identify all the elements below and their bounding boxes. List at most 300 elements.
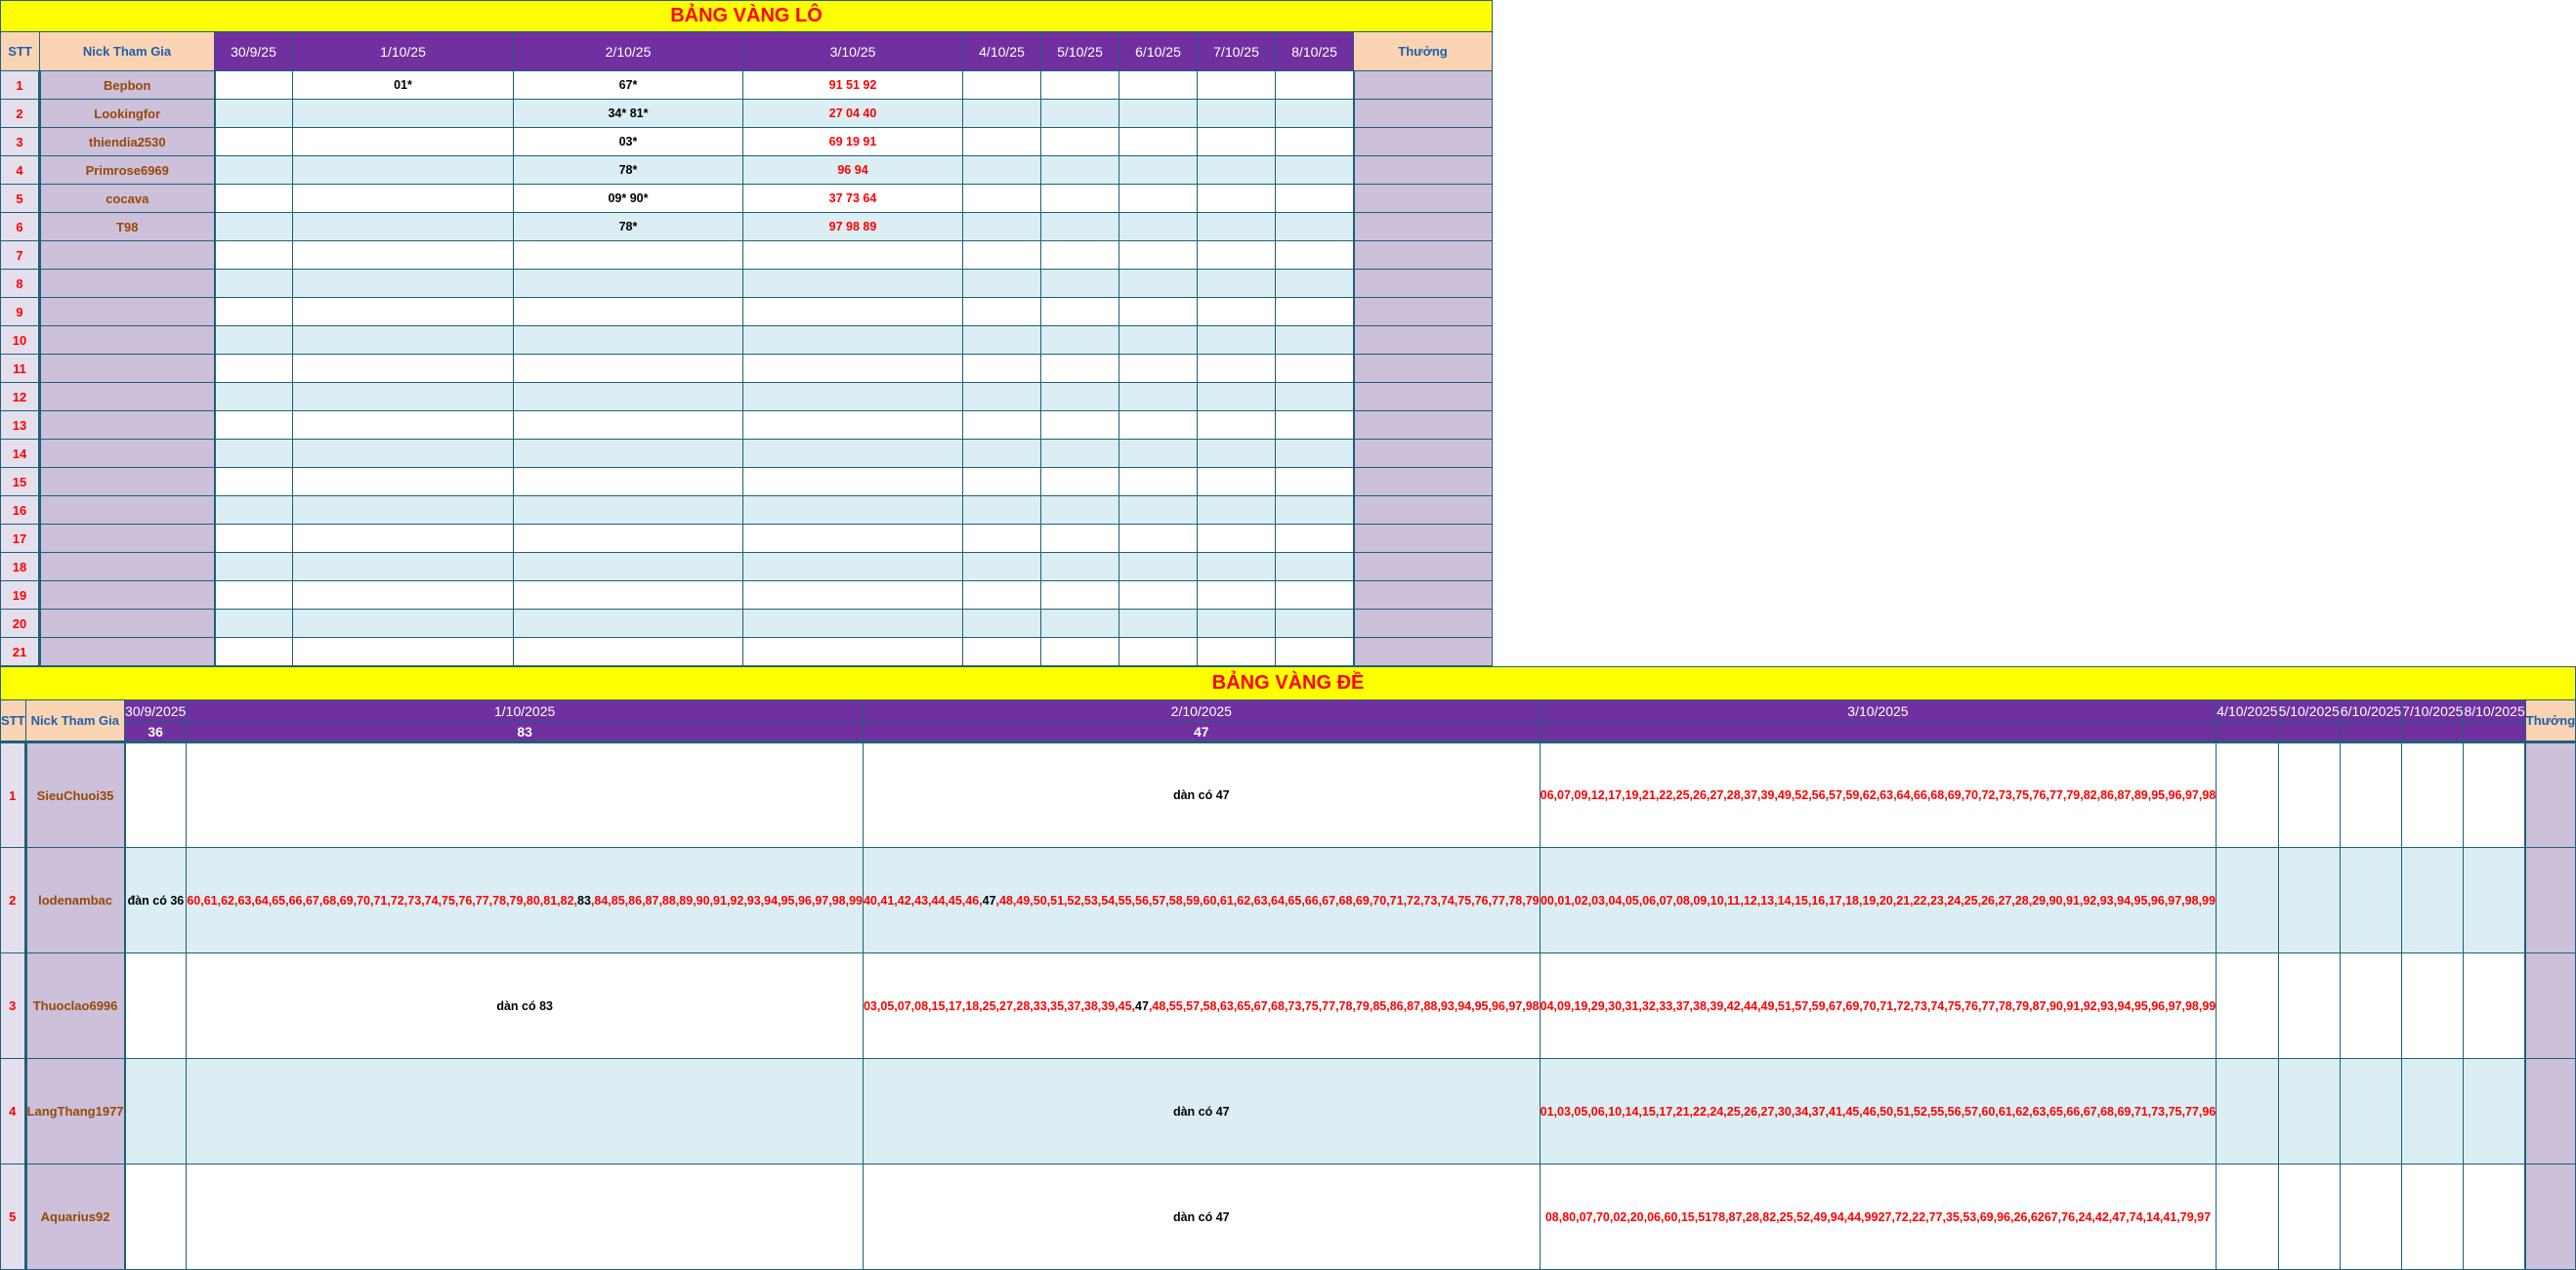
de-day-cell xyxy=(187,953,864,1059)
lo-table-row xyxy=(1,270,1493,298)
lo-day-cell xyxy=(293,326,514,355)
lo-day-cell xyxy=(963,71,1041,100)
de-day-cell xyxy=(2464,953,2525,1059)
lo-day-cell xyxy=(743,241,963,270)
lo-day-cell xyxy=(1276,553,1354,581)
lo-table-row xyxy=(1,213,1493,241)
lo-day-cell xyxy=(1041,610,1119,638)
lo-day-cell xyxy=(963,610,1041,638)
lo-day-cell xyxy=(1119,525,1198,553)
lo-day-cell xyxy=(514,553,743,581)
lo-table-row xyxy=(1,553,1493,581)
lo-day-cell: 01* xyxy=(293,71,514,100)
lo-header-cell: 1/10/25 xyxy=(293,32,514,71)
de-day-cell xyxy=(1540,1059,2217,1164)
lo-reward-cell xyxy=(1354,241,1493,270)
lo-header-cell: 7/10/25 xyxy=(1198,32,1276,71)
number-segment: 33,35,37,38,39,45, xyxy=(1033,998,1136,1013)
de-day-cell xyxy=(125,953,187,1059)
lo-header-cell: 5/10/25 xyxy=(1041,32,1119,71)
lo-header-cell: 8/10/25 xyxy=(1276,32,1354,71)
lo-day-cell xyxy=(1276,326,1354,355)
lo-day-cell xyxy=(293,156,514,185)
de-reward-cell xyxy=(2525,848,2575,953)
de-result-cell xyxy=(2340,722,2401,742)
lo-stt-cell: 6 xyxy=(1,213,40,241)
de-header-cell: STT xyxy=(1,700,26,742)
de-result-cell: 83 xyxy=(187,722,864,742)
lo-day-cell xyxy=(1276,440,1354,468)
de-day-cell xyxy=(2217,742,2278,848)
lo-reward-cell xyxy=(1354,100,1493,128)
de-header-cell: 30/9/2025 xyxy=(125,700,187,722)
lo-day-cell xyxy=(215,496,293,525)
de-day-cell xyxy=(187,742,864,848)
lo-day-cell xyxy=(293,610,514,638)
lo-day-cell xyxy=(1198,525,1276,553)
lo-stt-cell: 15 xyxy=(1,468,40,496)
lo-nick-cell: Lookingfor xyxy=(40,100,215,128)
lo-day-cell xyxy=(1276,525,1354,553)
lo-day-cell xyxy=(1198,610,1276,638)
lo-reward-cell xyxy=(1354,581,1493,610)
number-segment: ,65,66,67,68,69,71,73,75,77,96 xyxy=(2046,1104,2217,1119)
lo-stt-cell: 14 xyxy=(1,440,40,468)
lo-day-cell xyxy=(1276,468,1354,496)
lo-day-cell xyxy=(293,100,514,128)
de-header-cell: 7/10/2025 xyxy=(2402,700,2464,722)
lo-table-row xyxy=(1,298,1493,326)
de-day-cell xyxy=(125,1059,187,1164)
lo-day-cell xyxy=(743,553,963,581)
lo-day-cell xyxy=(293,638,514,666)
lo-day-cell xyxy=(293,213,514,241)
lo-day-cell xyxy=(514,581,743,610)
lo-reward-cell xyxy=(1354,411,1493,440)
lo-day-cell xyxy=(215,270,293,298)
de-header-cell: Nick Tham Gia xyxy=(25,700,124,742)
number-segment: 69,70,72,73,75,76,77,79,82,86,87,89, xyxy=(1947,788,2152,802)
lo-day-cell xyxy=(215,355,293,383)
lo-title: BẢNG VÀNG LÔ xyxy=(1,1,1493,32)
de-day-cell xyxy=(2340,742,2401,848)
lo-nick-cell: cocava xyxy=(40,185,215,213)
lo-day-cell xyxy=(963,525,1041,553)
number-segment: 5,66,67,68,69,70,71,72,73,74,75,76,77, xyxy=(1294,893,1509,908)
lo-day-cell xyxy=(1119,298,1198,326)
lo-nick-cell xyxy=(40,440,215,468)
lo-table-row xyxy=(1,355,1493,383)
number-segment: dàn có 47 xyxy=(1172,1104,1230,1119)
lo-day-cell xyxy=(1198,496,1276,525)
lo-table-row xyxy=(1,326,1493,355)
de-table-row xyxy=(1,848,2576,953)
lo-stt-cell: 21 xyxy=(1,638,40,666)
lo-nick-cell xyxy=(40,468,215,496)
de-header-cell: 8/10/2025 xyxy=(2464,700,2525,722)
lo-reward-cell xyxy=(1354,440,1493,468)
lo-table-row xyxy=(1,468,1493,496)
number-segment: 03,05,07,08,15,17,18,25,27,28, xyxy=(863,998,1034,1013)
lo-day-cell xyxy=(743,581,963,610)
lo-day-cell xyxy=(1198,185,1276,213)
number-segment: 58,63,65,67,68,73,75,77,78,79, xyxy=(1203,998,1373,1013)
lo-header-cell: 6/10/25 xyxy=(1119,32,1198,71)
lo-day-cell xyxy=(743,468,963,496)
lo-day-cell xyxy=(215,553,293,581)
lo-day-cell xyxy=(1276,270,1354,298)
lo-day-cell xyxy=(1198,383,1276,411)
lo-day-cell xyxy=(1198,553,1276,581)
de-results-row xyxy=(1,722,2576,742)
de-result-cell xyxy=(2402,722,2464,742)
de-day-cell xyxy=(2340,1059,2401,1164)
lo-nick-cell xyxy=(40,638,215,666)
lo-day-cell xyxy=(1041,496,1119,525)
lo-day-cell xyxy=(293,525,514,553)
de-result-cell: 47 xyxy=(863,722,1540,742)
lo-day-cell xyxy=(1041,525,1119,553)
de-day-cell xyxy=(187,1059,864,1164)
lo-day-cell xyxy=(963,326,1041,355)
lo-day-cell xyxy=(514,270,743,298)
lo-day-cell xyxy=(1276,185,1354,213)
lo-day-cell xyxy=(963,241,1041,270)
de-stt-cell: 5 xyxy=(1,1164,26,1270)
lo-day-cell: 27 04 40 xyxy=(743,100,963,128)
lo-day-cell xyxy=(514,440,743,468)
lo-day-cell xyxy=(743,440,963,468)
lo-day-cell xyxy=(1041,71,1119,100)
lo-stt-cell: 10 xyxy=(1,326,40,355)
lo-header-cell: Nick Tham Gia xyxy=(40,32,215,71)
de-stt-cell: 1 xyxy=(1,742,26,848)
lo-day-cell xyxy=(1041,298,1119,326)
lo-day-cell xyxy=(293,128,514,156)
lo-stt-cell: 2 xyxy=(1,100,40,128)
lo-day-cell xyxy=(1041,326,1119,355)
lo-day-cell xyxy=(1041,270,1119,298)
lo-day-cell xyxy=(293,241,514,270)
de-day-cell xyxy=(1540,1164,2217,1270)
lo-day-cell xyxy=(1041,355,1119,383)
lo-stt-cell: 17 xyxy=(1,525,40,553)
lo-day-cell xyxy=(1119,241,1198,270)
lo-day-cell xyxy=(215,638,293,666)
lo-reward-cell xyxy=(1354,213,1493,241)
de-day-cell xyxy=(2217,1164,2278,1270)
number-segment: 96,97,98,99 xyxy=(797,893,863,908)
lo-day-cell xyxy=(963,383,1041,411)
lo-day-cell xyxy=(1041,638,1119,666)
lo-day-cell xyxy=(963,581,1041,610)
lo-day-cell xyxy=(1119,411,1198,440)
lo-day-cell xyxy=(514,610,743,638)
lo-reward-cell xyxy=(1354,553,1493,581)
lo-day-cell xyxy=(1198,638,1276,666)
lo-header-row xyxy=(1,32,1493,71)
lo-day-cell xyxy=(1041,100,1119,128)
lo-day-cell: 03* xyxy=(514,128,743,156)
lo-day-cell xyxy=(215,581,293,610)
lo-day-cell xyxy=(1041,383,1119,411)
number-segment: 37,39,49,52,56,57,59,62,63,64,66,68, xyxy=(1744,788,1948,802)
de-header-cell: 2/10/2025 xyxy=(863,700,1540,722)
de-day-cell xyxy=(2340,848,2401,953)
lo-nick-cell xyxy=(40,411,215,440)
de-day-cell xyxy=(863,1059,1540,1164)
lo-table-row xyxy=(1,440,1493,468)
number-segment: 01,03,05,06,10,14,15,17,21,22 xyxy=(1540,1104,1707,1119)
number-segment: 67,76,24,42,47,74,14,41,79,97 xyxy=(2044,1209,2212,1224)
lo-day-cell xyxy=(215,383,293,411)
lo-nick-cell xyxy=(40,610,215,638)
lo-day-cell xyxy=(1276,411,1354,440)
lo-day-cell xyxy=(1041,468,1119,496)
lo-day-cell xyxy=(1119,213,1198,241)
lo-day-cell xyxy=(963,298,1041,326)
de-result-cell xyxy=(2278,722,2340,742)
number-segment: 71,72,73,74,75,76,77,78,79,87, xyxy=(1879,998,2049,1013)
lo-day-cell xyxy=(963,553,1041,581)
lo-reward-cell xyxy=(1354,128,1493,156)
lo-nick-cell xyxy=(40,326,215,355)
lo-day-cell xyxy=(215,156,293,185)
lo-table-row xyxy=(1,128,1493,156)
lo-day-cell xyxy=(514,355,743,383)
lo-stt-cell: 8 xyxy=(1,270,40,298)
lo-day-cell xyxy=(1119,100,1198,128)
lo-nick-cell xyxy=(40,383,215,411)
lo-day-cell xyxy=(1041,581,1119,610)
de-table-row xyxy=(1,1059,2576,1164)
lo-day-cell xyxy=(1276,128,1354,156)
lo-day-cell xyxy=(963,440,1041,468)
de-nick-cell: Aquarius92 xyxy=(25,1164,124,1270)
de-day-cell xyxy=(2464,742,2525,848)
lo-day-cell xyxy=(743,355,963,383)
lo-table-row xyxy=(1,525,1493,553)
de-day-cell xyxy=(2278,848,2340,953)
lo-day-cell xyxy=(1198,270,1276,298)
lo-day-cell xyxy=(1276,610,1354,638)
number-segment: 85,86,87,88,93,94,95,96,97,98 xyxy=(1372,998,1540,1013)
lo-day-cell xyxy=(1119,440,1198,468)
lo-day-cell xyxy=(514,411,743,440)
lo-reward-cell xyxy=(1354,298,1493,326)
de-title: BẢNG VÀNG ĐỀ xyxy=(1,667,2576,700)
lo-day-cell xyxy=(1119,185,1198,213)
lo-day-cell xyxy=(1276,213,1354,241)
lo-reward-cell xyxy=(1354,270,1493,298)
de-table-row xyxy=(1,953,2576,1059)
lo-stt-cell: 20 xyxy=(1,610,40,638)
lo-reward-cell xyxy=(1354,610,1493,638)
number-segment: 47 xyxy=(982,893,996,908)
lo-table-row xyxy=(1,638,1493,666)
de-day-cell xyxy=(2402,953,2464,1059)
lo-day-cell xyxy=(963,270,1041,298)
lo-stt-cell: 13 xyxy=(1,411,40,440)
de-result-cell: 36 xyxy=(125,722,187,742)
lo-day-cell xyxy=(215,610,293,638)
lo-day-cell xyxy=(215,241,293,270)
lo-stt-cell: 9 xyxy=(1,298,40,326)
lo-day-cell xyxy=(1119,326,1198,355)
lo-day-cell xyxy=(514,383,743,411)
number-segment: 78,79 xyxy=(1508,893,1540,908)
number-segment: 90,91,92,93,94,95,96,97,98,99 xyxy=(2048,998,2217,1013)
lo-day-cell xyxy=(293,440,514,468)
lo-day-cell xyxy=(963,213,1041,241)
lo-day-cell xyxy=(1198,213,1276,241)
lo-table-row xyxy=(1,241,1493,270)
lo-day-cell xyxy=(1119,610,1198,638)
de-day-cell xyxy=(2278,953,2340,1059)
de-table xyxy=(0,666,2576,1270)
lo-day-cell xyxy=(963,100,1041,128)
lo-day-cell: 78* xyxy=(514,156,743,185)
number-segment: 27,72,22,77,35,53,69,96,26,62 xyxy=(1878,1209,2045,1224)
lo-day-cell xyxy=(1198,355,1276,383)
de-day-cell xyxy=(863,848,1540,953)
de-result-cell xyxy=(1540,722,2217,742)
lo-table xyxy=(0,0,1493,666)
de-header-cell: 1/10/2025 xyxy=(187,700,864,722)
lo-reward-cell xyxy=(1354,71,1493,100)
number-segment: dàn có 83 xyxy=(496,998,553,1013)
lo-reward-cell xyxy=(1354,638,1493,666)
de-stt-cell: 4 xyxy=(1,1059,26,1164)
de-day-cell xyxy=(2278,1164,2340,1270)
lo-header-cell: 2/10/25 xyxy=(514,32,743,71)
number-segment: 60,61,62,63,64,65,66,67,68,69,70,71, xyxy=(187,893,391,908)
number-segment: 39,42,44,49,51,57,59,67,69,70, xyxy=(1710,998,1880,1013)
lo-day-cell xyxy=(963,156,1041,185)
lo-day-cell xyxy=(293,411,514,440)
de-day-cell xyxy=(2340,1164,2401,1270)
lo-reward-cell xyxy=(1354,355,1493,383)
de-header-row xyxy=(1,700,2576,722)
de-day-cell xyxy=(125,742,187,848)
de-nick-cell: SieuChuoi35 xyxy=(25,742,124,848)
lo-table-row xyxy=(1,581,1493,610)
de-day-cell xyxy=(1540,953,2217,1059)
lo-day-cell xyxy=(963,128,1041,156)
lo-day-cell xyxy=(1041,128,1119,156)
de-reward-cell xyxy=(2525,953,2575,1059)
number-segment: dàn có 47 xyxy=(1172,1209,1230,1224)
lo-day-cell xyxy=(514,525,743,553)
de-day-cell xyxy=(2217,953,2278,1059)
lo-day-cell xyxy=(963,411,1041,440)
lo-day-cell xyxy=(514,638,743,666)
lo-stt-cell: 19 xyxy=(1,581,40,610)
lo-day-cell xyxy=(215,525,293,553)
lo-day-cell xyxy=(963,185,1041,213)
lo-day-cell: 78* xyxy=(514,213,743,241)
lo-day-cell xyxy=(215,128,293,156)
lo-nick-cell xyxy=(40,298,215,326)
de-day-cell xyxy=(2402,1164,2464,1270)
number-segment: 24,25,26,27,28,29,90,91,92,93,94,95, xyxy=(1947,893,2151,908)
de-day-cell xyxy=(1540,848,2217,953)
lo-table-row xyxy=(1,100,1493,128)
lo-day-cell: 09* 90* xyxy=(514,185,743,213)
lo-day-cell xyxy=(743,525,963,553)
lo-day-cell xyxy=(963,638,1041,666)
lo-day-cell xyxy=(1041,156,1119,185)
de-day-cell xyxy=(2402,1059,2464,1164)
lo-day-cell xyxy=(1198,71,1276,100)
de-result-cell xyxy=(2217,722,2278,742)
lo-day-cell xyxy=(215,411,293,440)
lo-day-cell xyxy=(293,355,514,383)
lo-day-cell xyxy=(1119,581,1198,610)
lo-day-cell xyxy=(1041,440,1119,468)
number-segment: 96,97,98,99 xyxy=(2150,893,2216,908)
lo-table-row xyxy=(1,496,1493,525)
number-segment: 00,01,02,03,04,05,06,07,08,09,10,11, xyxy=(1540,893,1744,908)
lo-day-cell xyxy=(1276,383,1354,411)
lo-stt-cell: 4 xyxy=(1,156,40,185)
de-day-cell xyxy=(2402,848,2464,953)
lo-day-cell: 34* 81* xyxy=(514,100,743,128)
de-day-cell xyxy=(187,1164,864,1270)
lo-header-cell: Thưởng xyxy=(1354,32,1493,71)
de-day-cell xyxy=(2217,1059,2278,1164)
lo-nick-cell xyxy=(40,525,215,553)
number-segment: 47 xyxy=(1135,998,1149,1013)
lo-stt-cell: 11 xyxy=(1,355,40,383)
lo-nick-cell: T98 xyxy=(40,213,215,241)
de-nick-cell: lodenambac xyxy=(25,848,124,953)
lo-day-cell xyxy=(1119,270,1198,298)
lo-nick-cell: Bepbon xyxy=(40,71,215,100)
lo-reward-cell xyxy=(1354,468,1493,496)
number-segment: ,48,55,57, xyxy=(1148,998,1204,1013)
de-table-row xyxy=(1,1164,2576,1270)
number-segment: ,24,25,26,27,30,34,37,41,45,46 xyxy=(1706,1104,1877,1119)
lo-reward-cell xyxy=(1354,156,1493,185)
lo-day-cell xyxy=(1198,100,1276,128)
de-day-cell xyxy=(125,1164,187,1270)
lo-header-cell: 4/10/25 xyxy=(963,32,1041,71)
number-segment: ,50,51,52,55,56,57,60,61,62,63 xyxy=(1876,1104,2047,1119)
lo-day-cell xyxy=(963,355,1041,383)
lo-day-cell xyxy=(1119,638,1198,666)
lo-table-row xyxy=(1,185,1493,213)
number-segment: 06,07,09,12,17,19,21,22,25,26,27,28, xyxy=(1540,788,1745,802)
de-day-cell xyxy=(187,848,864,953)
de-table-row xyxy=(1,742,2576,848)
number-segment: 78,87,28,82,25,52,49,94,44,99 xyxy=(1711,1209,1879,1224)
lo-day-cell xyxy=(1119,496,1198,525)
lo-day-cell xyxy=(1198,326,1276,355)
lo-header-cell: STT xyxy=(1,32,40,71)
lo-nick-cell xyxy=(40,553,215,581)
lo-table-row xyxy=(1,610,1493,638)
lo-day-cell xyxy=(1119,71,1198,100)
de-reward-cell xyxy=(2525,1164,2575,1270)
lo-reward-cell xyxy=(1354,326,1493,355)
lo-nick-cell xyxy=(40,241,215,270)
de-header-cell: 5/10/2025 xyxy=(2278,700,2340,722)
lo-stt-cell: 3 xyxy=(1,128,40,156)
lo-day-cell xyxy=(1276,298,1354,326)
lo-day-cell: 91 51 92 xyxy=(743,71,963,100)
lo-stt-cell: 12 xyxy=(1,383,40,411)
